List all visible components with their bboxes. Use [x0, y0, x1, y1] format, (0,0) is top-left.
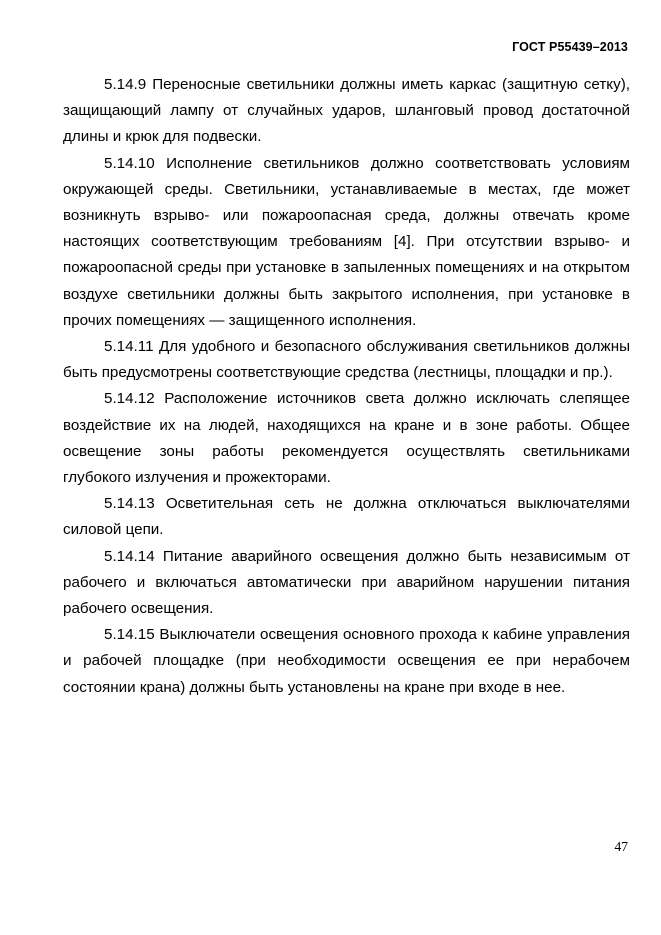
- clause-5-14-10: 5.14.10 Исполнение светильников должно соответствовать условиям окружающей среды. Светильники, устанавливаемые в местах, где может возникнуть взрыво- или пожароопасная среда, должны отвечать кроме настоящих соответствующим требованиям [4]. При отсутствии взрыво- и пожароопасной среды при установке в запыленных помещениях и на открытом воздухе светильники должны быть закрытого исполнения, при установке в прочих помещениях — защищенного исполнения.: [63, 154, 630, 329]
- clause-5-14-13: 5.14.13 Осветительная сеть не должна отключаться выключателями силовой цепи.: [63, 495, 630, 539]
- clause-5-14-11: 5.14.11 Для удобного и безопасного обслуживания светильников должны быть предусмотрены соответствующие средства (лестницы, площадки и пр.).: [63, 338, 630, 382]
- document-body: [63, 72, 630, 701]
- clause-5-14-14: 5.14.14 Питание аварийного освещения должно быть независимым от рабочего и включаться автоматически при аварийном нарушении питания рабочего освещения.: [63, 547, 630, 618]
- page-number: 47: [614, 839, 628, 854]
- clause-5-14-9: 5.14.9 Переносные светильники должны иметь каркас (защитную сетку), защищающий лампу от случайных ударов, шланговый провод достаточной длины и крюк для подвески.: [63, 76, 630, 146]
- clause-5-14-15: 5.14.15 Выключатели освещения основного прохода к кабине управления и рабочей площадке (при необходимости освещения ее при нерабочем состоянии крана) должны быть установлены на кране при входе в нее.: [63, 626, 630, 696]
- document-standard-id: ГОСТ Р55439–2013: [512, 40, 628, 54]
- clause-5-14-12: 5.14.12 Расположение источников света должно исключать слепящее воздействие их на людей, находящихся на кране и в зоне работы. Общее освещение зоны работы рекомендуется осуществлять светильниками глубокого излучения и прожекторами.: [63, 390, 630, 487]
